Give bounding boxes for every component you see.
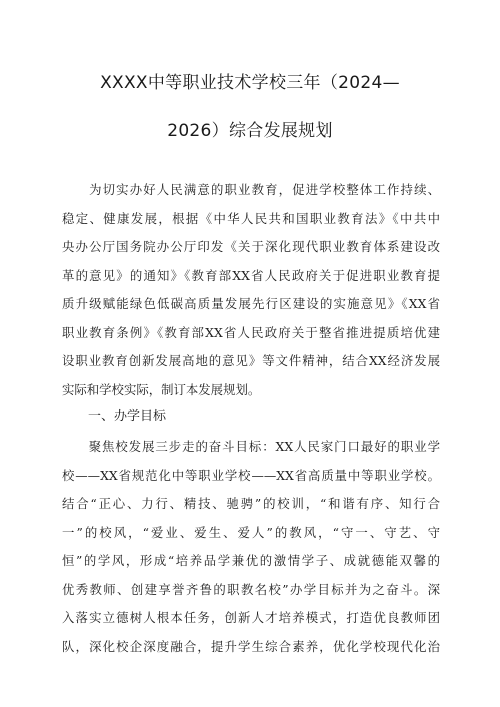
intro-paragraph-line: 质升级赋能绿色低碳高质量发展先行区建设的实施意见》《XX省 <box>62 296 440 311</box>
section-paragraph-line: 恒”的学风，形成“培养品学兼优的激情学子、成就德能双馨的 <box>62 553 440 568</box>
intro-paragraph-line: 央办公厅国务院办公厅印发《关于深化现代职业教育体系建设改 <box>62 239 440 254</box>
section-paragraph-line: 一”的校风，“爱业、爱生、爱人”的教风，“守一、守艺、守 <box>62 525 440 540</box>
section-paragraph-line: 结合“正心、力行、精技、驰骋”的校训，“和谐有序、知行合 <box>62 496 440 511</box>
document-title-line-2: 2026）综合发展规划 <box>167 121 333 141</box>
section-paragraph-line: 入落实立德树人根本任务，创新人才培养模式，打造优良教师团 <box>62 610 440 625</box>
intro-paragraph-line: 实际和学校实际，制订本发展规划。 <box>62 382 261 397</box>
intro-paragraph-line: 稳定、健康发展，根据《中华人民共和国职业教育法》《中共中 <box>62 211 440 226</box>
section-paragraph-line: 优秀教师、创建享誉齐鲁的职教名校”办学目标并为之奋斗。深 <box>62 582 440 597</box>
section-paragraph-line: 队，深化校企深度融合，提升学生综合素养，优化学校现代化治 <box>62 639 440 654</box>
section-heading-objectives: 一、办学目标 <box>88 409 167 424</box>
section-paragraph-line: 聚焦校发展三步走的奋斗目标：XX人民家门口最好的职业学 <box>62 439 440 454</box>
intro-paragraph-line: 革的意见》的通知》《教育部XX省人民政府关于促进职业教育提 <box>62 268 440 283</box>
intro-paragraph-line: 为切实办好人民满意的职业教育，促进学校整体工作持续、 <box>62 182 440 197</box>
section-paragraph-line: 校——XX省规范化中等职业学校——XX省高质量中等职业学校。 <box>62 468 440 483</box>
intro-paragraph-line: 职业教育条例》《教育部XX省人民政府关于整省推进提质培优建 <box>62 325 440 340</box>
intro-paragraph-line: 设职业教育创新发展高地的意见》等文件精神，结合XX经济发展 <box>62 353 440 368</box>
document-title-line-1: XXXX中等职业技术学校三年（2024— <box>100 73 400 93</box>
